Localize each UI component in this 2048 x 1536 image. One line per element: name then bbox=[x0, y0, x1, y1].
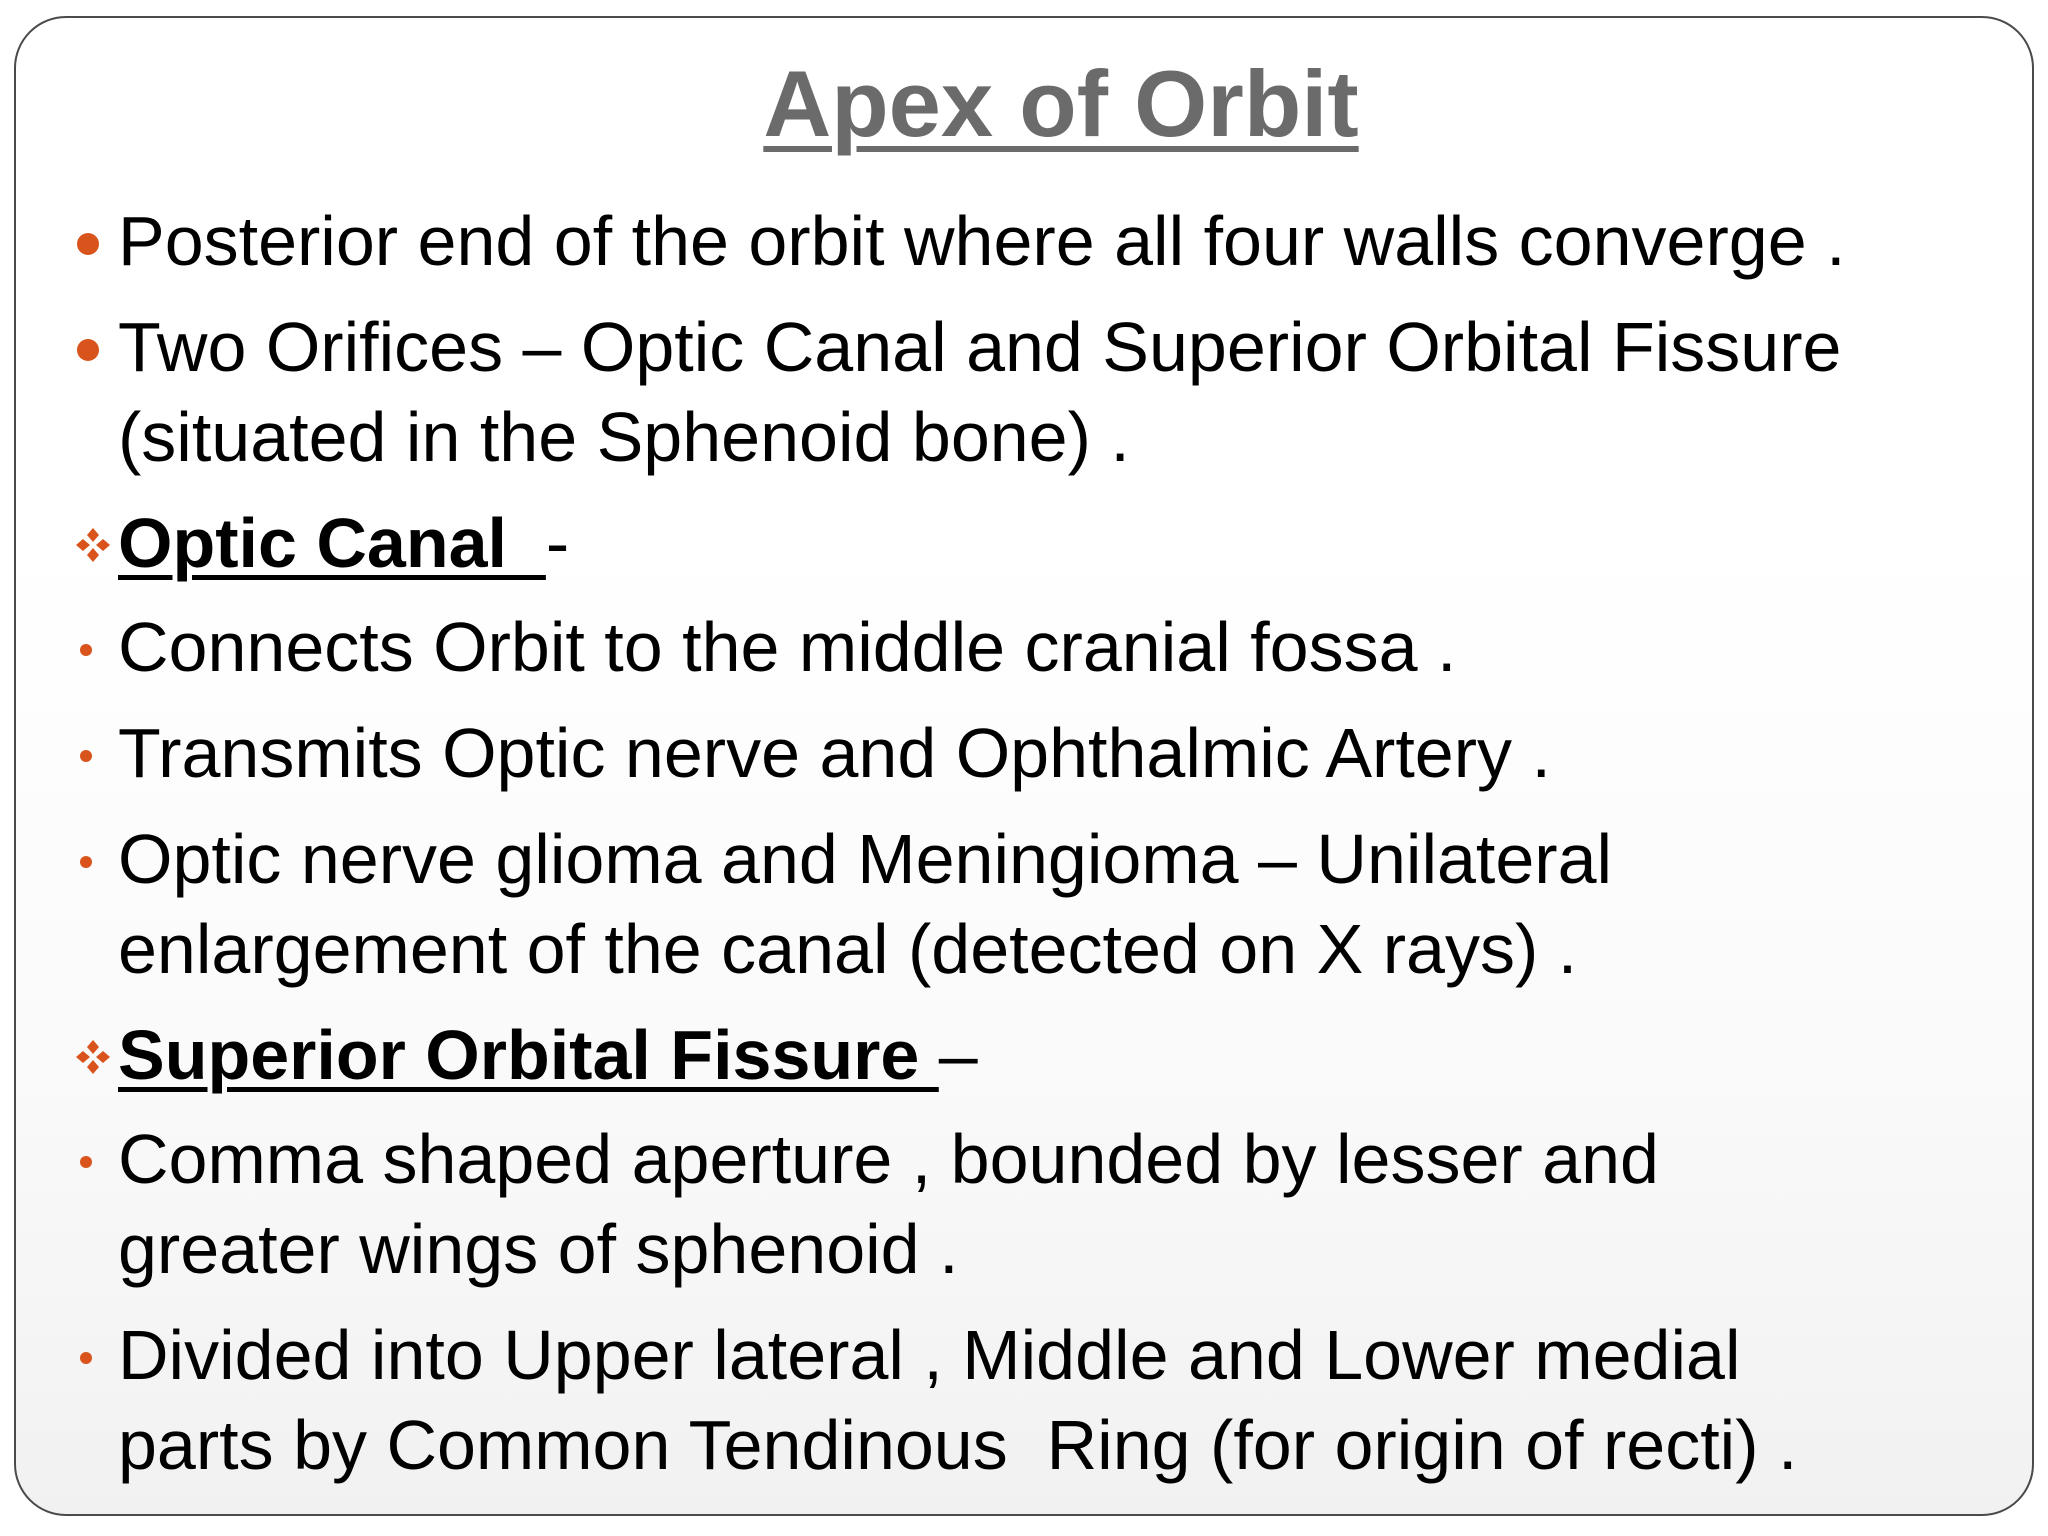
dot-bullet-icon bbox=[77, 233, 99, 255]
bullet-text: Optic nerve glioma and Meningioma – Unilateral bbox=[118, 820, 1613, 898]
bullet-text: Comma shaped aperture , bounded by lesser and bbox=[118, 1120, 1659, 1198]
small-dot-bullet-icon bbox=[80, 1156, 92, 1168]
four-diamond-bullet-icon bbox=[74, 1038, 112, 1076]
bullet-item bbox=[16, 302, 2034, 482]
dot-bullet-icon bbox=[77, 339, 99, 361]
section-heading-text: Superior Orbital Fissure bbox=[118, 1016, 939, 1094]
section-heading-suffix: - bbox=[545, 504, 570, 582]
slide bbox=[14, 16, 2034, 1516]
bullet-text: enlargement of the canal (detected on X rays) . bbox=[118, 910, 1578, 988]
sub-bullet-item bbox=[16, 814, 2034, 994]
sub-bullet-item bbox=[16, 708, 2034, 798]
bullet-text: greater wings of sphenoid . bbox=[118, 1210, 959, 1288]
sub-bullet-item bbox=[16, 1114, 2034, 1294]
small-dot-bullet-icon bbox=[80, 1352, 92, 1364]
small-dot-bullet-icon bbox=[80, 644, 92, 656]
bullet-text: parts by Common Tendinous Ring (for origin of recti) . bbox=[118, 1406, 1798, 1484]
bullet-text: Divided into Upper lateral , Middle and Lower medial bbox=[118, 1316, 1741, 1394]
slide-content bbox=[16, 196, 2034, 1506]
bullet-text: Connects Orbit to the middle cranial fossa . bbox=[118, 608, 1457, 686]
sub-bullet-item bbox=[16, 1310, 2034, 1490]
small-dot-bullet-icon bbox=[80, 856, 92, 868]
section-heading-text: Optic Canal bbox=[118, 504, 546, 582]
bullet-text: (situated in the Sphenoid bone) . bbox=[118, 398, 1130, 476]
four-diamond-bullet-icon bbox=[74, 526, 112, 564]
section-heading-superior-orbital-fissure bbox=[16, 1010, 2034, 1100]
section-heading-optic-canal bbox=[16, 498, 2034, 588]
small-dot-bullet-icon bbox=[80, 750, 92, 762]
bullet-item bbox=[16, 196, 2034, 286]
slide-title: Apex of Orbit bbox=[763, 51, 1359, 156]
bullet-text: Posterior end of the orbit where all four walls converge . bbox=[118, 202, 1846, 280]
sub-bullet-item bbox=[16, 602, 2034, 692]
bullet-text: Two Orifices – Optic Canal and Superior Orbital Fissure bbox=[118, 308, 1842, 386]
section-heading-suffix: – bbox=[938, 1016, 978, 1094]
bullet-text: Transmits Optic nerve and Ophthalmic Artery . bbox=[118, 714, 1551, 792]
